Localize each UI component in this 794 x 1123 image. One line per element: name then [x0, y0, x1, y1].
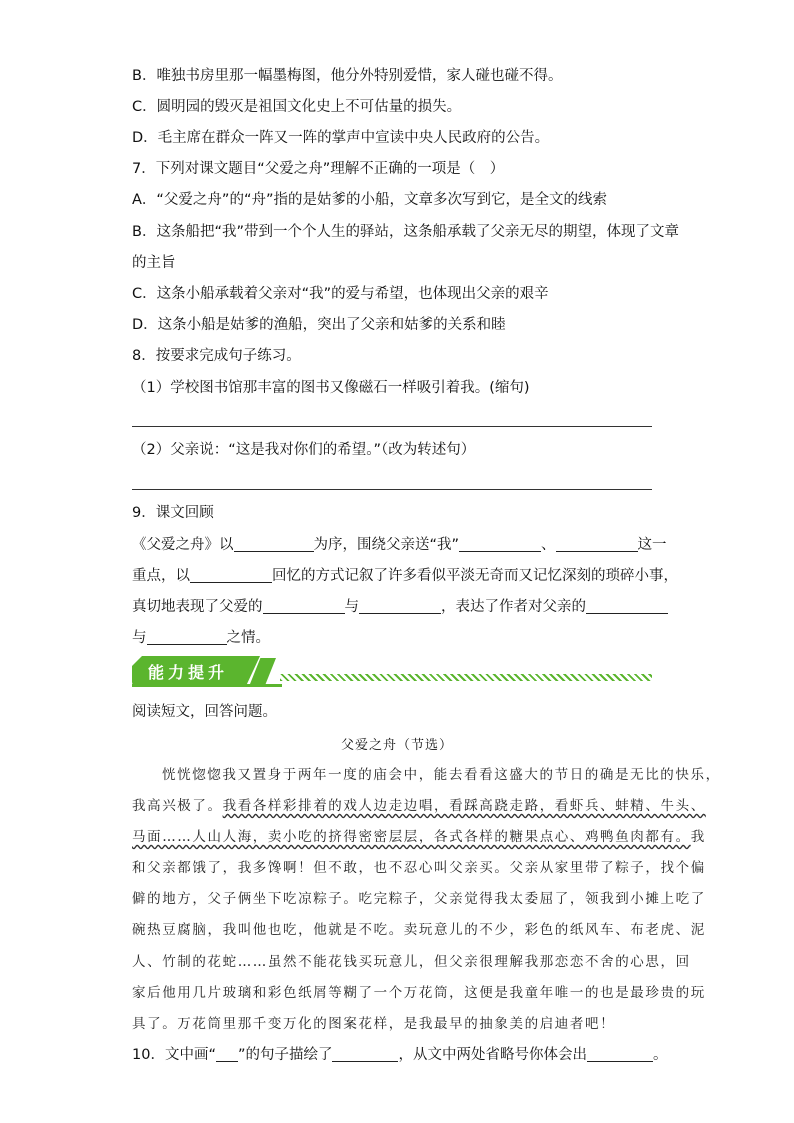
q9-text: 回忆的方式记叙了许多看似平淡无奇而又记忆深刻的琐碎小事， — [272, 568, 678, 584]
banner-stripe — [280, 674, 652, 681]
q9-text: 为序，围绕父亲送“我” — [313, 537, 460, 553]
q7-option-b-line2: 的主旨 — [132, 255, 176, 271]
passage-text: 我高兴极了。 — [132, 798, 223, 814]
q8-part-1: （1）学校图书馆那丰富的图书又像磁石一样吸引着我。(缩句) — [132, 380, 530, 396]
fill-blank[interactable] — [359, 597, 441, 614]
question-8: 8．按要求完成句子练习。 — [132, 348, 301, 364]
banner-underline — [132, 684, 282, 687]
q8-part-2: （2）父亲说：“这是我对你们的希望。”（改为转述句） — [132, 442, 476, 458]
q9-text: 这一 — [637, 537, 667, 553]
fill-blank[interactable] — [190, 566, 272, 583]
fill-blank[interactable] — [234, 535, 314, 552]
q9-line-4 — [132, 628, 270, 648]
passage-line: 人、竹制的花蛇……虽然不能花钱买玩意儿，但父亲很理解我那恋恋不舍的心思，回 — [132, 954, 691, 970]
question-9: 9．课文回顾 — [132, 505, 214, 521]
passage-line: 僻的地方，父子俩坐下吃凉粽子。吃完粽子，父亲觉得我太委屈了，领我到小摊上吃了 — [132, 891, 706, 907]
passage-title: 父爱之舟（节选） — [340, 738, 453, 753]
passage-line — [132, 827, 706, 847]
q9-text: 《父爱之舟》以 — [132, 537, 234, 553]
q9-line-3 — [132, 597, 668, 617]
banner-label: 能力提升 — [148, 663, 229, 682]
q9-text: 、 — [541, 537, 556, 553]
passage-line: 家后他用几片玻璃和彩色纸屑等糊了一个万花筒，这便是我童年唯一的也是最珍贵的玩 — [132, 985, 706, 1001]
underlined-sentence: 我看各样彩排着的戏人边走边唱，看踩高跷走路，看虾兵、蚌精、牛头、 — [222, 798, 706, 814]
passage-line: 和父亲都饿了，我多馋啊！但不敢，也不忍心叫父亲买。父亲从家里带了粽子，找个偏 — [132, 860, 706, 876]
fill-blank[interactable] — [332, 1045, 398, 1062]
reading-intro: 阅读短文，回答问题。 — [132, 704, 277, 720]
q9-text: 真切地表现了父爱的 — [132, 599, 263, 615]
fill-blank[interactable] — [586, 597, 668, 614]
answer-line-1[interactable] — [132, 426, 652, 427]
q7-option-b-line1: B．这条船把“我”带到一个个人生的驿站，这条船承载了父亲无尽的期望，体现了文章 — [132, 224, 679, 240]
q9-text: 重点，以 — [132, 568, 190, 584]
option-b: B．唯独书房里那一幅墨梅图，他分外特别爱惜，家人碰也碰不得。 — [132, 68, 563, 84]
q7-option-c: C．这条小船承载着父亲对“我”的爱与希望，也体现出父亲的艰辛 — [132, 286, 549, 302]
passage-line: 恍恍惚惚我又置身于两年一度的庙会中，能去看看这盛大的节日的确是无比的快乐， — [162, 767, 721, 783]
fill-blank[interactable] — [556, 535, 638, 552]
question-7: 7．下列对课文题目“父爱之舟”理解不正确的一项是（ ） — [132, 161, 505, 177]
answer-line-2[interactable] — [132, 489, 652, 490]
underlined-sentence: 马面……人山人海，卖小吃的挤得密密层层，各式各样的糖果点心、鸡鸭鱼肉都有。 — [132, 829, 691, 845]
section-banner — [132, 656, 652, 690]
passage-line: 具了。万花筒里那千变万化的图案花样，是我最早的抽象美的启迪者吧！ — [132, 1016, 616, 1032]
passage-text: 我 — [690, 829, 706, 845]
q9-line-1 — [132, 535, 667, 555]
underline-mark — [216, 1045, 238, 1062]
q9-line-2 — [132, 566, 678, 586]
q10-text: 。 — [652, 1047, 668, 1063]
q10-text: ”的句子描绘了 — [237, 1047, 333, 1063]
q7-option-d: D．这条小船是姑爹的渔船，突出了父亲和姑爹的关系和睦 — [132, 317, 506, 333]
fill-blank[interactable] — [263, 597, 345, 614]
q9-text: ，表达了作者对父亲的 — [441, 599, 586, 615]
passage-line — [132, 796, 706, 816]
q9-text: 与 — [344, 599, 359, 615]
fill-blank[interactable] — [147, 628, 227, 645]
q7-option-a: A．“父爱之舟”的“舟”指的是姑爹的小船，文章多次写到它，是全文的线索 — [132, 192, 607, 208]
q10-text: 10．文中画“ — [132, 1047, 216, 1063]
option-d: D．毛主席在群众一阵又一阵的掌声中宣读中央人民政府的公告。 — [132, 130, 550, 146]
q9-text: 之情。 — [226, 630, 270, 646]
option-c: C．圆明园的毁灭是祖国文化史上不可估量的损失。 — [132, 99, 462, 115]
q9-text: 与 — [132, 630, 147, 646]
q10-text: ，从文中两处省略号你体会出 — [398, 1047, 587, 1063]
question-10 — [132, 1045, 667, 1065]
fill-blank[interactable] — [587, 1045, 653, 1062]
fill-blank[interactable] — [459, 535, 541, 552]
passage-line: 碗热豆腐脑，我叫他也吃，他就是不吃。卖玩意儿的不少，彩色的纸风车、布老虎、泥 — [132, 922, 706, 938]
